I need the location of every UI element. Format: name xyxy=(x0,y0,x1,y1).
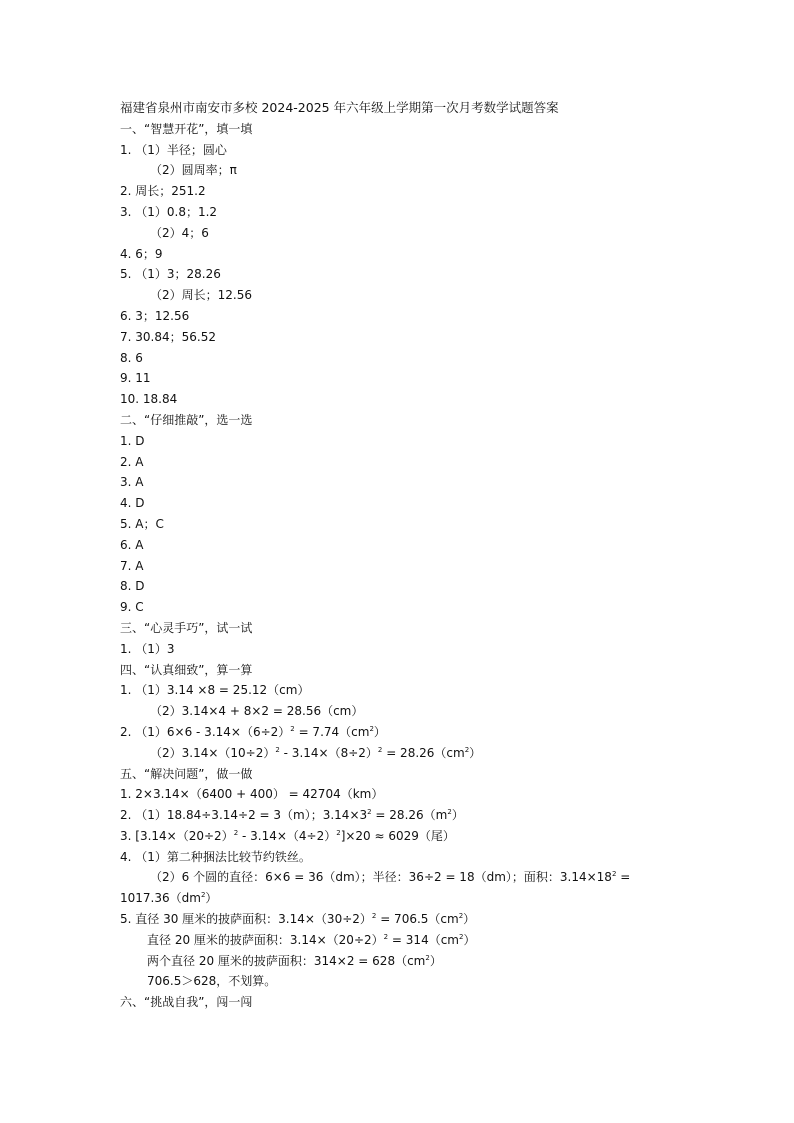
answer-line xyxy=(120,826,720,847)
section-heading-fill-in: 一、“智慧开花”，填一填 xyxy=(120,121,253,136)
answer-line: 6. 3；12.56 xyxy=(120,308,190,323)
text-segment: 1017.36（dm xyxy=(120,891,201,906)
section-heading-challenge: 六、“挑战自我”，闯一闯 xyxy=(120,995,253,1010)
answer-line: 9. 11 xyxy=(120,371,151,386)
answer-line: 3. （1）0.8；1.2 xyxy=(120,204,218,219)
answer-line: 6. A xyxy=(120,537,144,552)
section-heading-calculate: 四、“认真细致”，算一算 xyxy=(120,662,253,677)
text-segment: 直径 20 厘米的披萨面积：3.14×（20÷2） xyxy=(147,932,384,947)
answer-line: 1. D xyxy=(120,433,145,448)
answer-line xyxy=(120,909,720,930)
text-segment: - 3.14×（8÷2） xyxy=(279,745,378,760)
section-heading-hands-on: 三、“心灵手巧”，试一试 xyxy=(120,620,253,635)
text-segment: （2）3.14×（10÷2） xyxy=(150,745,276,760)
answer-line: （2）4；6 xyxy=(150,225,209,240)
answer-line: 8. D xyxy=(120,579,145,594)
text-segment: = 28.26（cm xyxy=(382,745,465,760)
superscript-two: 2 xyxy=(383,932,389,941)
text-segment: = 706.5（cm xyxy=(376,912,459,927)
answer-line: 3. A xyxy=(120,475,144,490)
superscript-two: 2 xyxy=(458,912,464,921)
text-segment: = xyxy=(616,870,631,885)
text-segment: 2. （1）6×6 - 3.14×（6÷2） xyxy=(120,724,291,739)
superscript-two: 2 xyxy=(425,953,430,962)
superscript-two: 2 xyxy=(371,912,377,921)
text-segment: ） xyxy=(463,912,476,927)
superscript-two: 2 xyxy=(275,745,280,754)
answer-line xyxy=(120,743,720,764)
answer-line: 10. 18.84 xyxy=(120,392,178,407)
answer-line: 8. 6 xyxy=(120,350,143,365)
text-segment: = 7.74（cm xyxy=(294,724,370,739)
superscript-two: 2 xyxy=(367,808,372,817)
answer-line: 9. C xyxy=(120,600,144,615)
section-heading-multiple-choice: 二、“仔细推敲”，选一选 xyxy=(120,412,253,427)
superscript-two: 2 xyxy=(233,828,239,837)
answer-line xyxy=(120,888,720,909)
answer-line: 1. （1）3 xyxy=(120,641,175,656)
text-segment: ]×20 ≈ 6029（尾） xyxy=(340,828,455,843)
text-segment: - 3.14×（4÷2） xyxy=(238,828,337,843)
superscript-two: 2 xyxy=(611,870,617,879)
text-segment: 两个直径 20 厘米的披萨面积：314×2 = 628（cm xyxy=(147,953,426,968)
answer-line: 7. 30.84；56.52 xyxy=(120,329,216,344)
answer-line: 706.5＞628，不划算。 xyxy=(147,974,277,989)
text-segment: 5. 直径 30 厘米的披萨面积：3.14×（30÷2） xyxy=(120,912,372,927)
answer-line: 2. 周长；251.2 xyxy=(120,184,206,199)
superscript-two: 2 xyxy=(447,808,452,817)
answer-line: （2）圆周率；π xyxy=(150,163,237,178)
superscript-two: 2 xyxy=(377,745,383,754)
superscript-two: 2 xyxy=(290,724,295,733)
answer-line: 2. A xyxy=(120,454,144,469)
answer-document xyxy=(120,98,720,1013)
answer-line xyxy=(120,951,720,972)
answer-line: 1. （1）3.14 ×8 = 25.12（cm） xyxy=(120,683,310,698)
text-segment: ） xyxy=(429,953,442,968)
text-segment: ） xyxy=(463,932,476,947)
answer-line xyxy=(120,930,720,951)
answer-line: 5. （1）3；28.26 xyxy=(120,267,221,282)
answer-line: 4. D xyxy=(120,496,145,511)
superscript-two: 2 xyxy=(336,828,341,837)
answer-line xyxy=(120,722,720,743)
document-title: 福建省泉州市南安市多校 2024-2025 年六年级上学期第一次月考数学试题答案 xyxy=(120,100,559,115)
text-segment: （2）6 个圆的直径：6×6 = 36（dm）；半径：36÷2 = 18（dm）；面积：3.14×18 xyxy=(150,870,612,885)
text-segment: ） xyxy=(469,745,482,760)
superscript-two: 2 xyxy=(464,745,470,754)
answer-line: （2）3.14×4 + 8×2 = 28.56（cm） xyxy=(150,704,364,719)
answer-line: 5. A；C xyxy=(120,516,164,531)
answer-line xyxy=(120,867,720,888)
superscript-two: 2 xyxy=(459,932,464,941)
answer-line: （2）周长；12.56 xyxy=(150,288,252,303)
answer-line xyxy=(120,805,720,826)
answer-line: 1. 2×3.14×（6400 + 400） = 42704（km） xyxy=(120,787,384,802)
answer-line: 4. 6；9 xyxy=(120,246,163,261)
text-segment: = 314（cm xyxy=(388,932,459,947)
answer-line: 7. A xyxy=(120,558,144,573)
answer-line: 1. （1）半径；圆心 xyxy=(120,142,227,157)
text-segment: ） xyxy=(205,891,218,906)
superscript-two: 2 xyxy=(369,724,374,733)
answer-line: 4. （1）第二种捆法比较节约铁丝。 xyxy=(120,849,311,864)
section-heading-problem-solving: 五、“解决问题”，做一做 xyxy=(120,766,253,781)
superscript-two: 2 xyxy=(200,891,206,900)
text-segment: = 28.26（m xyxy=(371,808,448,823)
text-segment: 2. （1）18.84÷3.14÷2 = 3（m）；3.14×3 xyxy=(120,808,368,823)
text-segment: ） xyxy=(373,724,386,739)
text-segment: 3. [3.14×（20÷2） xyxy=(120,828,234,843)
text-segment: ） xyxy=(451,808,464,823)
